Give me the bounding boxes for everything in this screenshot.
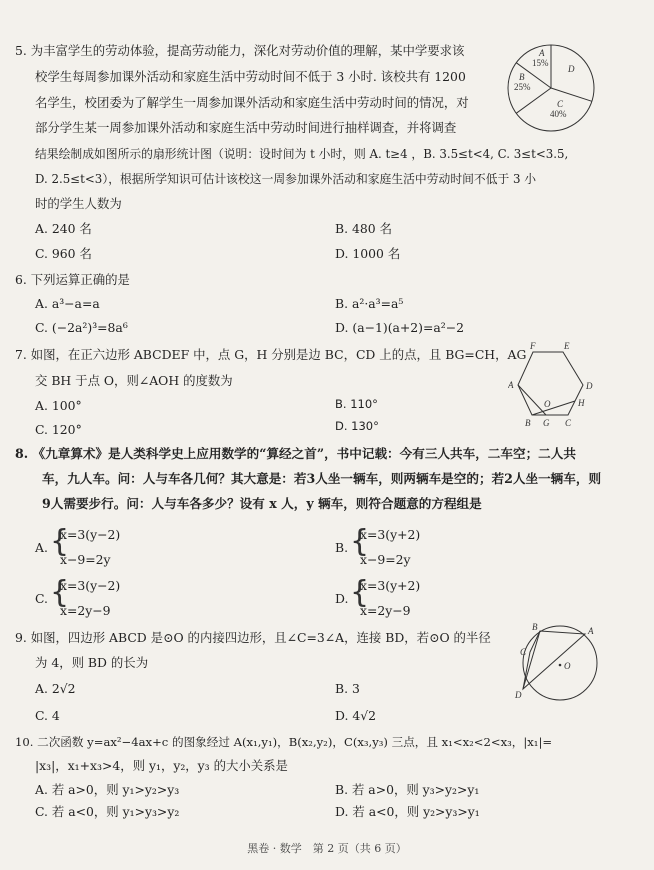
hex-label-a: A	[508, 380, 514, 390]
q10-option-a: A. 若 a>0，则 y₁>y₂>y₃	[35, 782, 180, 797]
circle-o	[523, 626, 597, 700]
pie-label-a: A	[539, 48, 545, 58]
q8-option-a-eq1: x=3(y−2)	[60, 527, 121, 542]
q5-line-4: 部分学生某一周参加课外活动和家庭生活中劳动时间进行抽样调查，并将调查	[35, 120, 457, 135]
hex-label-o: O	[544, 399, 551, 409]
circle-label-a: A	[588, 626, 594, 636]
hex-label-e: E	[564, 341, 570, 351]
hex-label-h: H	[578, 398, 585, 408]
q8-option-a-eq2: x−9=2y	[60, 552, 111, 567]
hexagon-outline	[518, 352, 583, 415]
q9-option-a: A. 2√2	[35, 681, 76, 696]
q8-option-b-eq1: x=3(y+2)	[360, 527, 421, 542]
pie-pct-c: 40%	[550, 109, 567, 119]
q7-option-a: A. 100°	[35, 398, 82, 413]
segment-ag	[518, 385, 546, 415]
q8-option-d-label: D.	[335, 591, 349, 606]
pie-label-b: B	[519, 72, 525, 82]
q5-line-1: 5. 为丰富学生的劳动体验，提高劳动能力，深化对劳动价值的理解，某中学要求该	[15, 43, 465, 58]
q8-option-a-label: A.	[35, 540, 48, 555]
q5-line-7: 时的学生人数为	[35, 196, 122, 211]
circle-label-o: O	[564, 661, 571, 671]
q6-option-d: D. (a−1)(a+2)=a²−2	[335, 320, 465, 335]
circle-label-c: C	[520, 647, 527, 657]
q6-option-c: C. (−2a²)³=8a⁶	[35, 320, 128, 335]
hex-label-g: G	[543, 418, 550, 428]
q5-line-3: 名学生，校团委为了解学生一周参加课外活动和家庭生活中劳动时间的情况，对	[35, 95, 469, 110]
q8-option-d-eq2: x=2y−9	[360, 603, 411, 618]
q7-line-1: 7. 如图，在正六边形 ABCDEF 中，点 G，H 分别是边 BC，CD 上的点，且 BG=CH，AG	[15, 347, 527, 362]
q8-option-c-eq1: x=3(y−2)	[60, 578, 121, 593]
page-footer: 黑卷 · 数学 第 2 页（共 6 页）	[247, 842, 407, 855]
q8-option-b-eq2: x−9=2y	[360, 552, 411, 567]
q9-option-d: D. 4√2	[335, 708, 377, 723]
q8-line-2: 车，九人车。问：人与车各几何？其大意是：若3人坐一辆车，则两辆车是空的；若2人坐一辆车，则	[42, 471, 602, 486]
q10-option-b: B. 若 a>0，则 y₃>y₂>y₁	[335, 782, 480, 797]
q9-circle-figure	[510, 622, 602, 704]
q9-line-1: 9. 如图，四边形 ABCD 是⊙O 的内接四边形，且∠C=3∠A，连接 BD，若⊙O 的半径	[15, 630, 491, 645]
hex-label-f: F	[530, 341, 536, 351]
q6-stem: 6. 下列运算正确的是	[15, 272, 130, 287]
q5-option-d: D. 1000 名	[335, 246, 401, 261]
q8-option-c-label: C.	[35, 591, 48, 606]
hex-label-b: B	[525, 418, 531, 428]
q8-line-3: 9人需要步行。问：人与车各多少？设有 x 人，y 辆车，则符合题意的方程组是	[42, 496, 482, 511]
q7-option-b: B. 110°	[335, 397, 378, 411]
q5-option-b: B. 480 名	[335, 221, 392, 236]
pie-pct-b: 25%	[514, 82, 531, 92]
q8-option-b-label: B.	[335, 540, 349, 555]
pie-label-d: D	[568, 64, 575, 74]
q8-option-d-eq1: x=3(y+2)	[360, 578, 421, 593]
q9-option-b: B. 3	[335, 681, 360, 696]
q7-line-2: 交 BH 于点 O，则∠AOH 的度数为	[35, 373, 233, 388]
q6-option-b: B. a²·a³=a⁵	[335, 296, 404, 311]
q8-option-a-brace: {	[50, 524, 70, 559]
q10-option-c: C. 若 a<0，则 y₁>y₃>y₂	[35, 804, 180, 819]
q6-option-a: A. a³−a=a	[35, 296, 100, 311]
q5-line-2: 校学生每周参加课外活动和家庭生活中劳动时间不低于 3 小时. 该校共有 1200	[35, 69, 466, 84]
q7-hexagon-figure	[508, 340, 608, 430]
q8-option-b-brace: {	[350, 524, 370, 559]
q10-option-d: D. 若 a<0，则 y₂>y₃>y₁	[335, 804, 480, 819]
q8-line-1: 8. 《九章算术》是人类科学史上应用数学的“算经之首”，书中记载：今有三人共车，二车空；二人共	[15, 446, 576, 461]
q9-line-2: 为 4，则 BD 的长为	[35, 655, 149, 670]
q10-line-1: 10. 二次函数 y=ax²−4ax+c 的图象经过 A(x₁,y₁)，B(x₂,y₂)，C(x₃,y₃) 三点，且 x₁<x₂<2<x₃，|x₁|=	[15, 735, 553, 749]
q10-line-2: |x₃|，x₁+x₃>4，则 y₁，y₂，y₃ 的大小关系是	[35, 758, 288, 773]
center-dot	[559, 664, 562, 667]
quadrilateral-abcd	[523, 631, 585, 689]
q5-option-a: A. 240 名	[35, 221, 92, 236]
q5-line-5: 结果绘制成如图所示的扇形统计图（说明：设时间为 t 小时，则 A. t≥4 ，B. 3.5≤t<4, C. 3≤t<3.5,	[35, 147, 569, 161]
circle-label-d: D	[515, 690, 522, 700]
q9-option-c: C. 4	[35, 708, 60, 723]
q7-option-d: D. 130°	[335, 419, 379, 433]
circle-label-b: B	[532, 622, 538, 632]
pie-pct-a: 15%	[532, 58, 549, 68]
q7-option-c: C. 120°	[35, 422, 82, 437]
q5-pie-figure	[505, 42, 597, 134]
q8-option-d-brace: {	[350, 575, 370, 610]
q8-option-c-brace: {	[50, 575, 70, 610]
pie-label-c: C	[557, 99, 564, 109]
q8-option-c-eq2: x=2y−9	[60, 603, 111, 618]
q5-option-c: C. 960 名	[35, 246, 92, 261]
hex-label-d: D	[586, 381, 593, 391]
hex-label-c: C	[565, 418, 572, 428]
q5-line-6: D. 2.5≤t<3），根据所学知识可估计该校这一周参加课外活动和家庭生活中劳动时间不低于 3 小	[35, 172, 537, 186]
